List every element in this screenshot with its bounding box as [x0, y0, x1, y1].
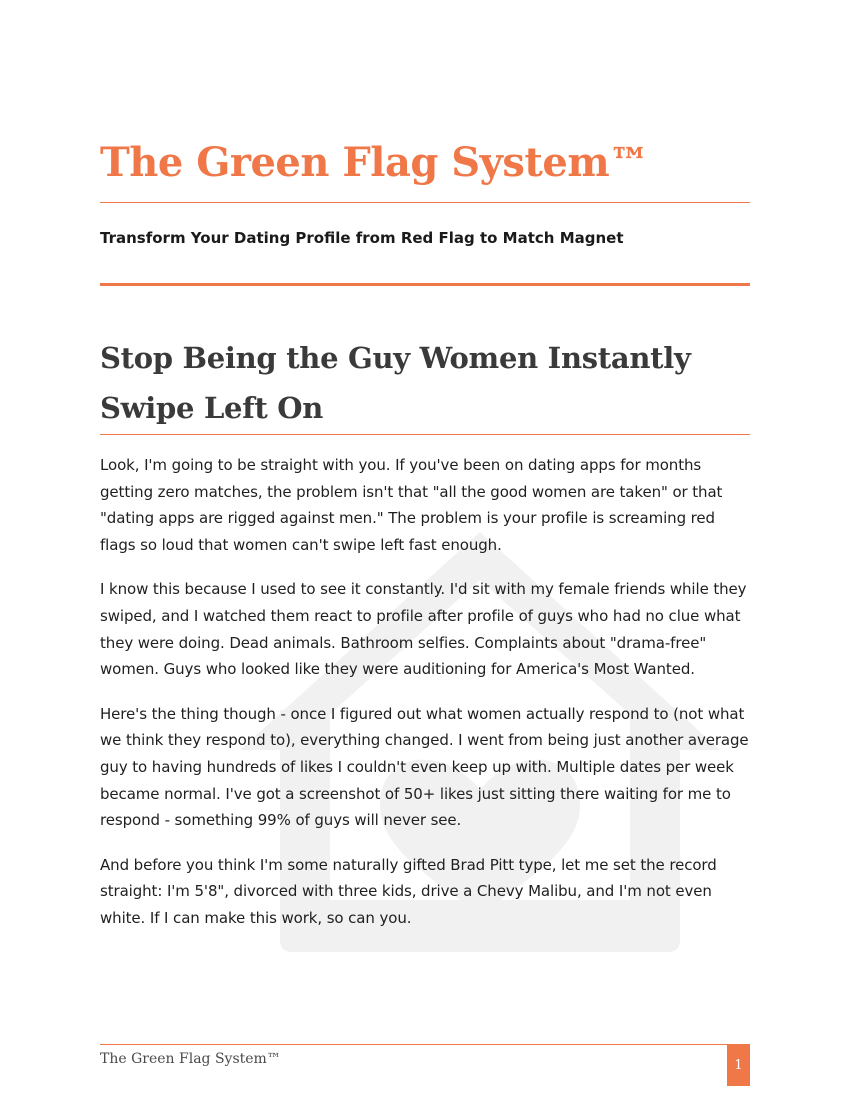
- paragraph: I know this because I used to see it constantly. I'd sit with my female friends while they swiped, and I watched them react to profile after profile of guys who had no clue what they were doing. Dead animals. Bathroom selfies. Complaints about "drama-free" women. Guys who looked like they were auditioning for America's Most Wanted.: [100, 580, 747, 679]
- footer-divider: [100, 1044, 750, 1045]
- footer-title: The Green Flag System™: [100, 1051, 281, 1067]
- title-divider: [100, 202, 750, 203]
- subtitle-divider: [100, 283, 750, 286]
- document-title: The Green Flag System™: [100, 139, 649, 186]
- section-heading: Stop Being the Guy Women Instantly Swipe Left On: [100, 341, 691, 425]
- paragraph: Look, I'm going to be straight with you. If you've been on dating apps for months getting zero matches, the problem isn't that "all the good women are taken" or that "dating apps are rigged against men." The problem is your profile is screaming red flags so loud that women can't swipe left fast enough.: [100, 456, 723, 554]
- section-divider: [100, 434, 750, 435]
- page-number: 1: [727, 1045, 750, 1086]
- body-text: [100, 452, 750, 950]
- paragraph: Here's the thing though - once I figured out what women actually respond to (not what we think they respond to), everything changed. I went from being just another average guy to having hundreds of likes I couldn't even keep up with. Multiple dates per week became normal. I've got a screenshot of 50+ likes just sitting there waiting for me to respond - something 99% of guys will never see.: [100, 704, 749, 830]
- paragraph: And before you think I'm some naturally gifted Brad Pitt type, let me set the record straight: I'm 5'8", divorced with three kids, drive a Chevy Malibu, and I'm not even white. If I can make this work, so can you.: [100, 855, 717, 927]
- document-subtitle: Transform Your Dating Profile from Red Flag to Match Magnet: [100, 229, 624, 247]
